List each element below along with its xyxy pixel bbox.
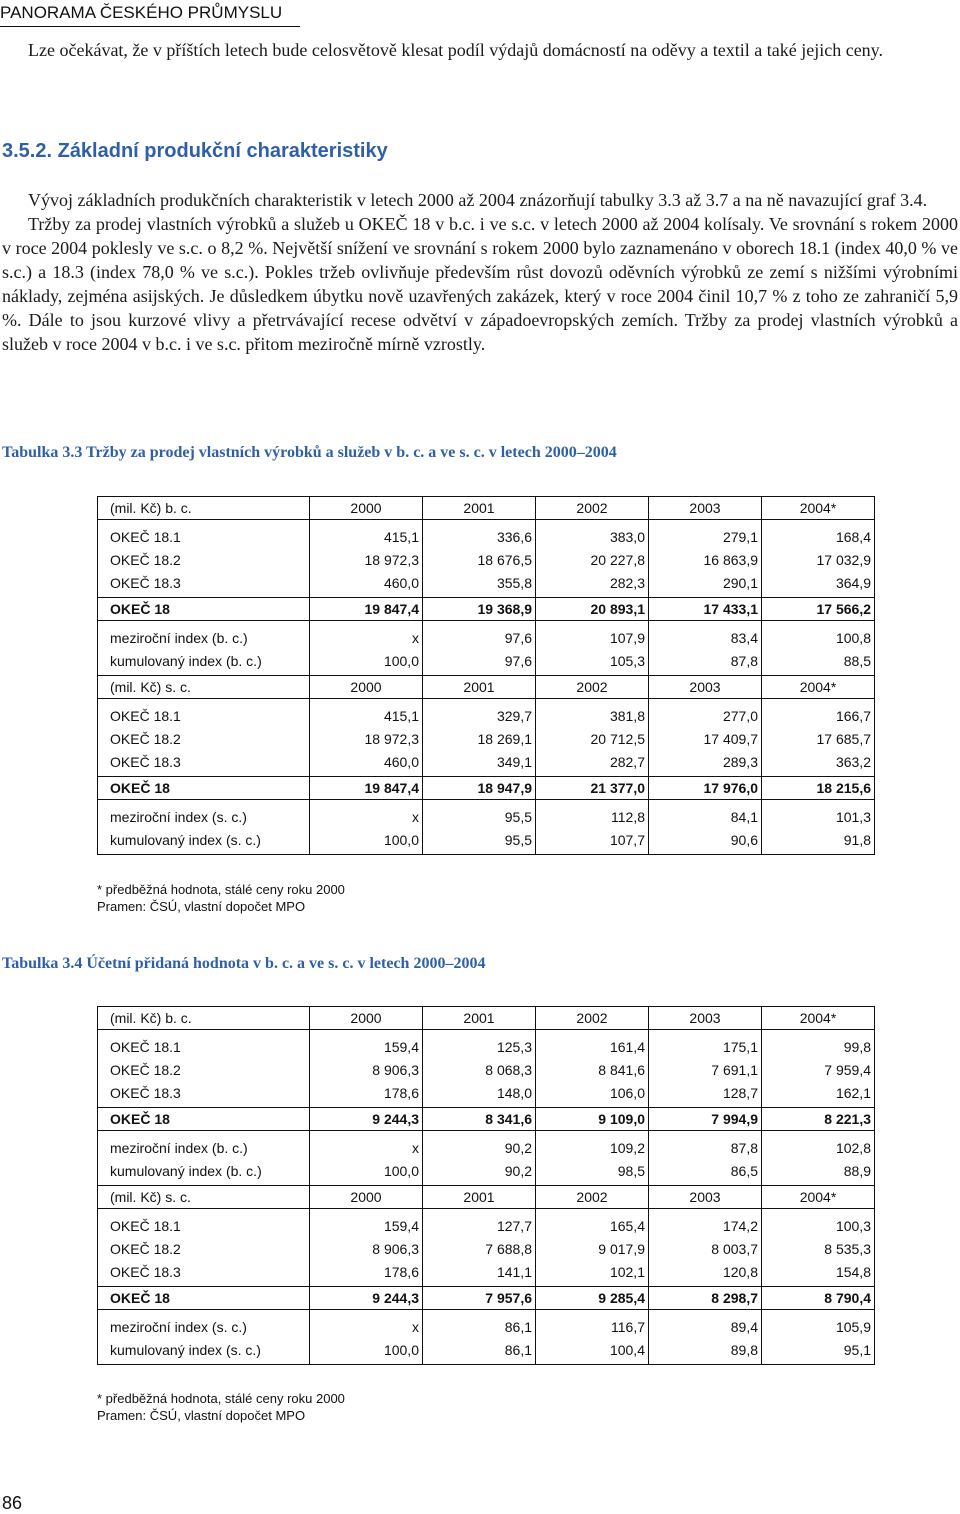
section-heading: 3.5.2. Základní produkční charakteristiky bbox=[2, 140, 388, 162]
cell-value: 2002 bbox=[536, 497, 649, 520]
cell-value: 9 244,3 bbox=[310, 1287, 423, 1310]
cell-value: 9 244,3 bbox=[310, 1108, 423, 1131]
cell-value: 83,4 bbox=[649, 621, 762, 650]
cell-value: 178,6 bbox=[310, 1081, 423, 1108]
cell-value: 89,8 bbox=[649, 1338, 762, 1365]
cell-value: 106,0 bbox=[536, 1081, 649, 1108]
table-row bbox=[98, 699, 875, 728]
cell-value: 2000 bbox=[310, 1007, 423, 1030]
cell-value: 100,8 bbox=[762, 621, 875, 650]
cell-value: 2003 bbox=[649, 1007, 762, 1030]
cell-value: 460,0 bbox=[310, 571, 423, 598]
running-head-rule bbox=[0, 26, 300, 27]
cell-value: 17 433,1 bbox=[649, 598, 762, 621]
cell-value: 97,6 bbox=[423, 621, 536, 650]
cell-value: 7 957,6 bbox=[423, 1287, 536, 1310]
row-label: OKEČ 18.3 bbox=[98, 1260, 310, 1287]
cell-value: 97,6 bbox=[423, 649, 536, 676]
cell-value: 381,8 bbox=[536, 699, 649, 728]
cell-value: 154,8 bbox=[762, 1260, 875, 1287]
cell-value: 8 841,6 bbox=[536, 1058, 649, 1081]
cell-value: 2004* bbox=[762, 676, 875, 699]
row-label: meziroční index (s. c.) bbox=[98, 1310, 310, 1339]
cell-value: 7 691,1 bbox=[649, 1058, 762, 1081]
row-label: OKEČ 18.2 bbox=[98, 727, 310, 750]
cell-value: 84,1 bbox=[649, 800, 762, 829]
cell-value: 277,0 bbox=[649, 699, 762, 728]
row-label: OKEČ 18 bbox=[98, 1287, 310, 1310]
row-label: OKEČ 18.1 bbox=[98, 1030, 310, 1059]
row-label: kumulovaný index (b. c.) bbox=[98, 649, 310, 676]
cell-value: 112,8 bbox=[536, 800, 649, 829]
cell-value: 355,8 bbox=[423, 571, 536, 598]
paragraph-1: Vývoj základních produkčních charakteristik v letech 2000 až 2004 znázorňují tabulky 3.3 až 3.7 a na ně navazující graf 3.4. bbox=[28, 190, 928, 210]
cell-value: 9 109,0 bbox=[536, 1108, 649, 1131]
cell-value: 89,4 bbox=[649, 1310, 762, 1339]
cell-value: 88,9 bbox=[762, 1159, 875, 1186]
table-row bbox=[98, 1260, 875, 1287]
cell-value: 87,8 bbox=[649, 1131, 762, 1160]
cell-value: 168,4 bbox=[762, 520, 875, 549]
table-3-4-notes bbox=[97, 1390, 697, 1424]
cell-value: 102,8 bbox=[762, 1131, 875, 1160]
cell-value: 98,5 bbox=[536, 1159, 649, 1186]
cell-value: 88,5 bbox=[762, 649, 875, 676]
cell-value: 8 221,3 bbox=[762, 1108, 875, 1131]
row-label: OKEČ 18.2 bbox=[98, 548, 310, 571]
cell-value: 107,9 bbox=[536, 621, 649, 650]
row-label: OKEČ 18 bbox=[98, 1108, 310, 1131]
row-label: kumulovaný index (b. c.) bbox=[98, 1159, 310, 1186]
cell-value: 363,2 bbox=[762, 750, 875, 777]
table-header-row bbox=[98, 1186, 875, 1209]
cell-value: 18 972,3 bbox=[310, 727, 423, 750]
row-label: OKEČ 18 bbox=[98, 598, 310, 621]
table-3-3 bbox=[97, 496, 875, 855]
cell-value: 16 863,9 bbox=[649, 548, 762, 571]
cell-value: 95,5 bbox=[423, 828, 536, 855]
cell-value: 9 285,4 bbox=[536, 1287, 649, 1310]
cell-value: 17 976,0 bbox=[649, 777, 762, 800]
cell-value: 86,1 bbox=[423, 1338, 536, 1365]
table-header-row bbox=[98, 497, 875, 520]
cell-value: 101,3 bbox=[762, 800, 875, 829]
cell-value: 90,2 bbox=[423, 1131, 536, 1160]
cell-value: 9 017,9 bbox=[536, 1237, 649, 1260]
cell-value: 165,4 bbox=[536, 1209, 649, 1238]
cell-value: 100,0 bbox=[310, 828, 423, 855]
row-label: OKEČ 18.3 bbox=[98, 750, 310, 777]
note-source: Pramen: ČSÚ, vlastní dopočet MPO bbox=[97, 1408, 306, 1423]
cell-value: 148,0 bbox=[423, 1081, 536, 1108]
table-total-row bbox=[98, 598, 875, 621]
cell-value: 120,8 bbox=[649, 1260, 762, 1287]
row-label: (mil. Kč) b. c. bbox=[98, 1007, 310, 1030]
table-row bbox=[98, 1058, 875, 1081]
cell-value: 18 269,1 bbox=[423, 727, 536, 750]
cell-value: 2000 bbox=[310, 1186, 423, 1209]
row-label: OKEČ 18.3 bbox=[98, 1081, 310, 1108]
row-label: (mil. Kč) s. c. bbox=[98, 676, 310, 699]
cell-value: x bbox=[310, 800, 423, 829]
cell-value: 7 688,8 bbox=[423, 1237, 536, 1260]
cell-value: x bbox=[310, 1310, 423, 1339]
row-label: meziroční index (b. c.) bbox=[98, 1131, 310, 1160]
cell-value: 289,3 bbox=[649, 750, 762, 777]
cell-value: 18 947,9 bbox=[423, 777, 536, 800]
page-number: 86 bbox=[2, 1493, 23, 1513]
cell-value: 2003 bbox=[649, 676, 762, 699]
table-index-row bbox=[98, 621, 875, 650]
cell-value: 162,1 bbox=[762, 1081, 875, 1108]
cell-value: 91,8 bbox=[762, 828, 875, 855]
cell-value: 95,1 bbox=[762, 1338, 875, 1365]
cell-value: 2001 bbox=[423, 1007, 536, 1030]
table-3-3-notes bbox=[97, 881, 697, 915]
table-row bbox=[98, 1030, 875, 1059]
cell-value: 100,0 bbox=[310, 1159, 423, 1186]
table-index-row bbox=[98, 1159, 875, 1186]
table-total-row bbox=[98, 777, 875, 800]
cell-value: 415,1 bbox=[310, 699, 423, 728]
table-3-3-caption: Tabulka 3.3 Tržby za prodej vlastních výrobků a služeb v b. c. a ve s. c. v letech 2000–2004 bbox=[2, 444, 617, 461]
intro-paragraph: Lze očekávat, že v příštích letech bude celosvětově klesat podíl výdajů domácností na oděvy a textil a také jejich ceny. bbox=[28, 40, 884, 60]
cell-value: 349,1 bbox=[423, 750, 536, 777]
cell-value: 282,7 bbox=[536, 750, 649, 777]
cell-value: 161,4 bbox=[536, 1030, 649, 1059]
cell-value: 99,8 bbox=[762, 1030, 875, 1059]
cell-value: 86,5 bbox=[649, 1159, 762, 1186]
cell-value: 90,6 bbox=[649, 828, 762, 855]
cell-value: 2001 bbox=[423, 1186, 536, 1209]
cell-value: 19 368,9 bbox=[423, 598, 536, 621]
cell-value: 2002 bbox=[536, 676, 649, 699]
cell-value: 2000 bbox=[310, 497, 423, 520]
table-row bbox=[98, 520, 875, 549]
row-label: meziroční index (b. c.) bbox=[98, 621, 310, 650]
cell-value: 116,7 bbox=[536, 1310, 649, 1339]
cell-value: 2004* bbox=[762, 497, 875, 520]
row-label: (mil. Kč) b. c. bbox=[98, 497, 310, 520]
cell-value: 17 409,7 bbox=[649, 727, 762, 750]
cell-value: 8 906,3 bbox=[310, 1058, 423, 1081]
table-header-row bbox=[98, 1007, 875, 1030]
table-total-row bbox=[98, 1108, 875, 1131]
running-head: PANORAMA ČESKÉHO PRŮMYSLU bbox=[0, 3, 283, 22]
table-index-row bbox=[98, 800, 875, 829]
table-index-row bbox=[98, 1131, 875, 1160]
cell-value: 8 341,6 bbox=[423, 1108, 536, 1131]
intro-text bbox=[2, 38, 950, 62]
cell-value: 20 712,5 bbox=[536, 727, 649, 750]
cell-value: 105,3 bbox=[536, 649, 649, 676]
cell-value: 7 994,9 bbox=[649, 1108, 762, 1131]
cell-value: 125,3 bbox=[423, 1030, 536, 1059]
cell-value: 329,7 bbox=[423, 699, 536, 728]
table-row bbox=[98, 750, 875, 777]
paragraph-2: Tržby za prodej vlastních výrobků a služeb u OKEČ 18 v b.c. i ve s.c. v letech 2000 až 2004 kolísaly. Ve srovnání s rokem 2000 v roce 2004 poklesly ve s.c. o 8,2 %. Největší snížení ve srovnání s rokem 2000 bylo zaznamenáno v oborech 18.1 (index 40,0 % ve s.c.) a 18.3 (index 78,0 % ve s.c.). Pokles tržeb ovlivňuje především růst dovozů oděvních výrobků ze zemí s nižšími výrobními náklady, zejména asijských. Je důsledkem úbytku nově uzavřených zakázek, který v roce 2004 činil 10,7 % z toho ze zahraničí 5,9 %. Dále to jsou kurzové vlivy a přetrvávající recese odvětví v západoevropských zemích. Tržby za prodej vlastních výrobků a služeb v roce 2004 v b.c. i ve s.c. přitom meziročně mírně vzrostly. bbox=[2, 214, 958, 354]
cell-value: 178,6 bbox=[310, 1260, 423, 1287]
cell-value: 21 377,0 bbox=[536, 777, 649, 800]
table-total-row bbox=[98, 1287, 875, 1310]
cell-value: 290,1 bbox=[649, 571, 762, 598]
row-label: kumulovaný index (s. c.) bbox=[98, 1338, 310, 1365]
cell-value: 166,7 bbox=[762, 699, 875, 728]
cell-value: 174,2 bbox=[649, 1209, 762, 1238]
cell-value: 2004* bbox=[762, 1186, 875, 1209]
cell-value: 100,4 bbox=[536, 1338, 649, 1365]
row-label: OKEČ 18 bbox=[98, 777, 310, 800]
table-row bbox=[98, 548, 875, 571]
cell-value: 2003 bbox=[649, 1186, 762, 1209]
cell-value: 2004* bbox=[762, 1007, 875, 1030]
cell-value: 460,0 bbox=[310, 750, 423, 777]
cell-value: 8 906,3 bbox=[310, 1237, 423, 1260]
cell-value: x bbox=[310, 621, 423, 650]
cell-value: 8 790,4 bbox=[762, 1287, 875, 1310]
cell-value: 415,1 bbox=[310, 520, 423, 549]
row-label: (mil. Kč) s. c. bbox=[98, 1186, 310, 1209]
note-preliminary: * předběžná hodnota, stálé ceny roku 2000 bbox=[97, 882, 345, 897]
table-index-row bbox=[98, 1338, 875, 1365]
row-label: OKEČ 18.1 bbox=[98, 520, 310, 549]
cell-value: 18 215,6 bbox=[762, 777, 875, 800]
row-label: kumulovaný index (s. c.) bbox=[98, 828, 310, 855]
row-label: OKEČ 18.3 bbox=[98, 571, 310, 598]
cell-value: 127,7 bbox=[423, 1209, 536, 1238]
cell-value: x bbox=[310, 1131, 423, 1160]
table-row bbox=[98, 1209, 875, 1238]
cell-value: 175,1 bbox=[649, 1030, 762, 1059]
cell-value: 90,2 bbox=[423, 1159, 536, 1186]
note-source: Pramen: ČSÚ, vlastní dopočet MPO bbox=[97, 899, 306, 914]
cell-value: 2001 bbox=[423, 676, 536, 699]
cell-value: 19 847,4 bbox=[310, 598, 423, 621]
cell-value: 2003 bbox=[649, 497, 762, 520]
table-index-row bbox=[98, 1310, 875, 1339]
cell-value: 109,2 bbox=[536, 1131, 649, 1160]
body-text bbox=[2, 188, 958, 356]
row-label: OKEČ 18.1 bbox=[98, 699, 310, 728]
table-row bbox=[98, 727, 875, 750]
row-label: meziroční index (s. c.) bbox=[98, 800, 310, 829]
cell-value: 95,5 bbox=[423, 800, 536, 829]
cell-value: 383,0 bbox=[536, 520, 649, 549]
table-3-4-caption: Tabulka 3.4 Účetní přidaná hodnota v b. c. a ve s. c. v letech 2000–2004 bbox=[2, 955, 486, 972]
cell-value: 20 893,1 bbox=[536, 598, 649, 621]
cell-value: 8 003,7 bbox=[649, 1237, 762, 1260]
cell-value: 159,4 bbox=[310, 1030, 423, 1059]
cell-value: 8 298,7 bbox=[649, 1287, 762, 1310]
cell-value: 2002 bbox=[536, 1007, 649, 1030]
table-index-row bbox=[98, 828, 875, 855]
cell-value: 19 847,4 bbox=[310, 777, 423, 800]
cell-value: 105,9 bbox=[762, 1310, 875, 1339]
cell-value: 18 676,5 bbox=[423, 548, 536, 571]
cell-value: 2000 bbox=[310, 676, 423, 699]
cell-value: 8 535,3 bbox=[762, 1237, 875, 1260]
cell-value: 364,9 bbox=[762, 571, 875, 598]
table-row bbox=[98, 1237, 875, 1260]
cell-value: 7 959,4 bbox=[762, 1058, 875, 1081]
cell-value: 159,4 bbox=[310, 1209, 423, 1238]
cell-value: 86,1 bbox=[423, 1310, 536, 1339]
cell-value: 87,8 bbox=[649, 649, 762, 676]
table-index-row bbox=[98, 649, 875, 676]
cell-value: 282,3 bbox=[536, 571, 649, 598]
row-label: OKEČ 18.2 bbox=[98, 1237, 310, 1260]
table-3-4 bbox=[97, 1006, 875, 1365]
cell-value: 18 972,3 bbox=[310, 548, 423, 571]
cell-value: 100,3 bbox=[762, 1209, 875, 1238]
cell-value: 17 032,9 bbox=[762, 548, 875, 571]
cell-value: 17 685,7 bbox=[762, 727, 875, 750]
cell-value: 102,1 bbox=[536, 1260, 649, 1287]
cell-value: 100,0 bbox=[310, 1338, 423, 1365]
cell-value: 336,6 bbox=[423, 520, 536, 549]
cell-value: 2001 bbox=[423, 497, 536, 520]
cell-value: 141,1 bbox=[423, 1260, 536, 1287]
note-preliminary: * předběžná hodnota, stálé ceny roku 2000 bbox=[97, 1391, 345, 1406]
cell-value: 20 227,8 bbox=[536, 548, 649, 571]
cell-value: 100,0 bbox=[310, 649, 423, 676]
row-label: OKEČ 18.2 bbox=[98, 1058, 310, 1081]
cell-value: 2002 bbox=[536, 1186, 649, 1209]
cell-value: 8 068,3 bbox=[423, 1058, 536, 1081]
table-header-row bbox=[98, 676, 875, 699]
row-label: OKEČ 18.1 bbox=[98, 1209, 310, 1238]
cell-value: 17 566,2 bbox=[762, 598, 875, 621]
cell-value: 279,1 bbox=[649, 520, 762, 549]
cell-value: 128,7 bbox=[649, 1081, 762, 1108]
table-row bbox=[98, 1081, 875, 1108]
cell-value: 107,7 bbox=[536, 828, 649, 855]
table-row bbox=[98, 571, 875, 598]
